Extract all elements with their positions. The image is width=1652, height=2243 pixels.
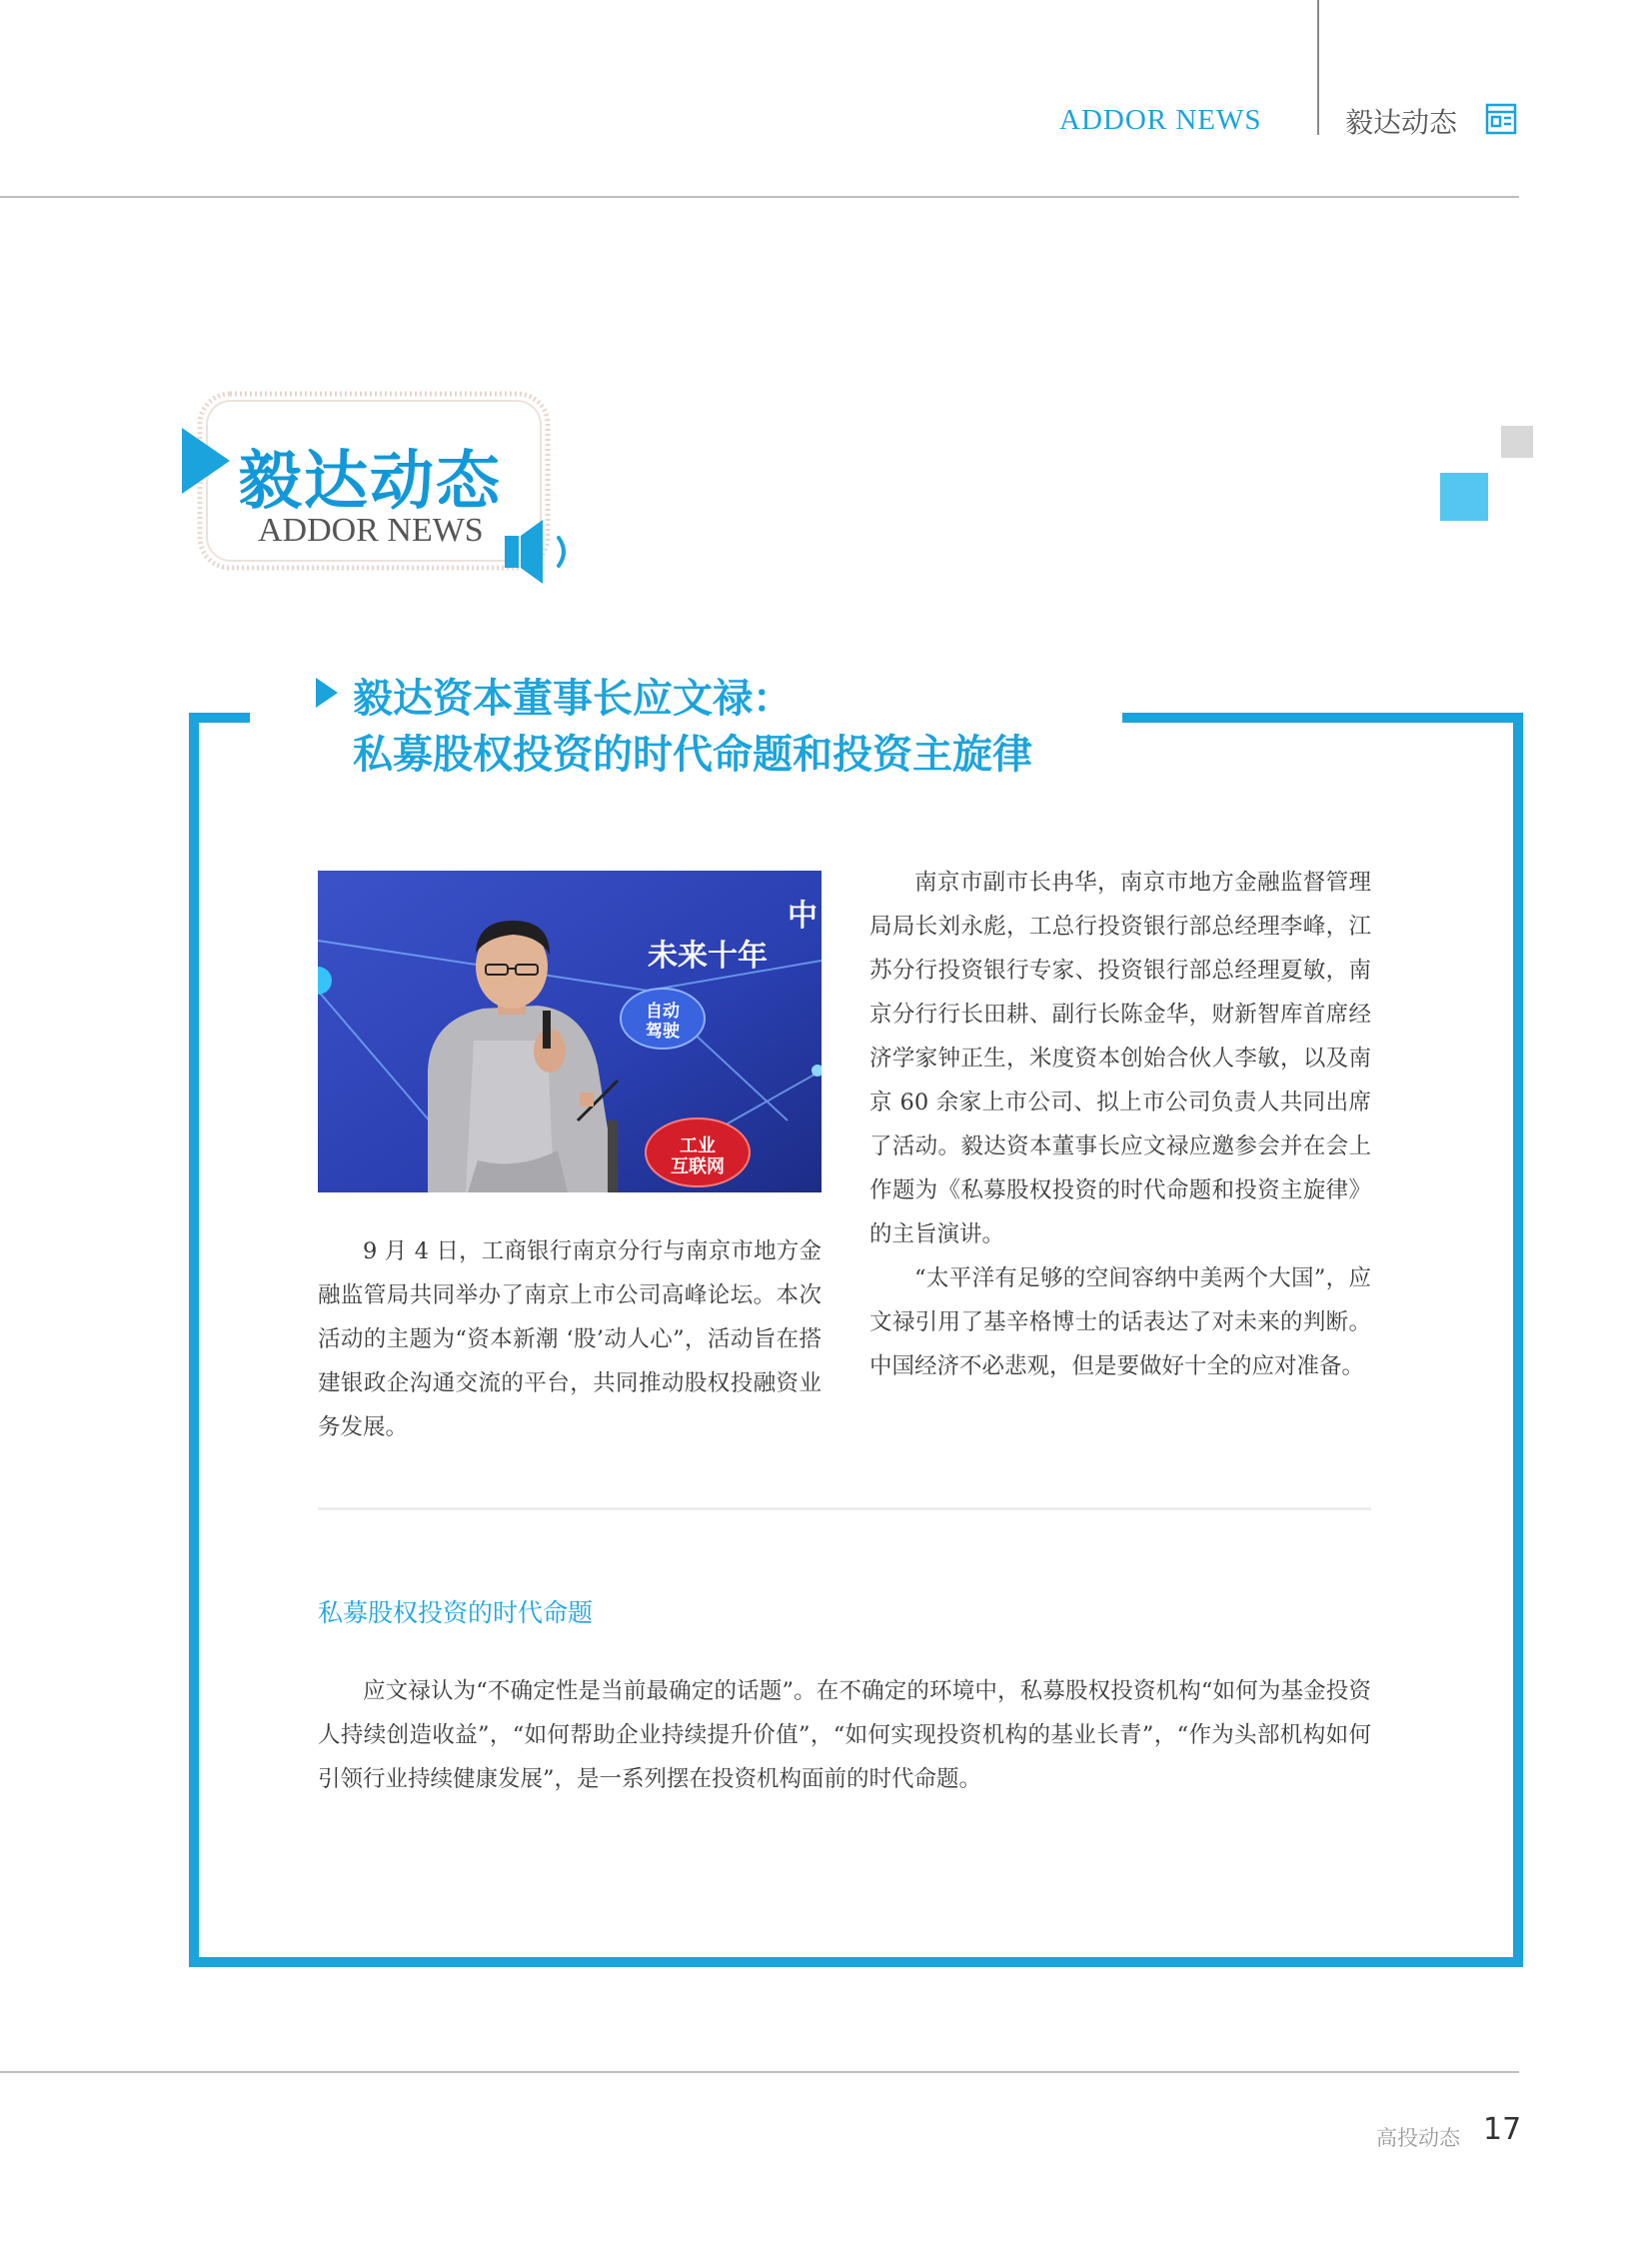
section-subtitle: ADDOR NEWS [258,512,484,549]
section-title: 毅达动态 [238,445,502,519]
page-number: 17 [1483,2112,1522,2147]
speaker-photo [318,871,822,1192]
photo-screen-text-1: 中 [788,899,818,934]
header-en-label: ADDOR NEWS [1059,104,1262,136]
decor-square-blue [1440,473,1488,521]
footer-label: 高投动态 [1376,2126,1460,2150]
bottom-paragraph-1: 应文禄认为“不确定性是当前最确定的话题”。在不确定的环境中，私募股权投资机构“如何为基金投资人持续创造收益”，“如何帮助企业持续提升价值”，“如何实现投资机构的基业长青”，“作为头部机构如何引领行业持续健康发展”，是一系列摆在投资机构面前的时代命题。 [318,1678,1371,1792]
subheading: 私募股权投资的时代命题 [318,1598,594,1627]
badge-arrow-icon [182,428,230,494]
article-title-line1: 毅达资本董事长应文禄： [353,676,793,722]
header-divider [1317,0,1319,135]
photo-bubble-2-line2: 互联网 [671,1156,725,1177]
decor-square-grey [1501,426,1533,458]
speaker-icon [503,518,585,586]
title-arrow-icon [316,678,338,708]
footer-rule [0,2071,1519,2073]
section-divider [318,1507,1371,1510]
right-column [869,861,1371,1388]
photo-bubble-2-line1: 工业 [680,1135,716,1156]
photo-bubble-1-line2: 驾驶 [646,1022,680,1042]
photo-screen-text-2: 未来十年 [648,939,768,974]
photo-bubble-1-line1: 自动 [646,1002,680,1022]
right-paragraph-2: “太平洋有足够的空间容纳中美两个大国”，应文禄引用了基辛格博士的话表达了对未来的判断。中国经济不必悲观，但是要做好十全的应对准备。 [869,1265,1371,1379]
header-rule [0,196,1519,198]
left-paragraph-1: 9 月 4 日，工商银行南京分行与南京市地方金融监管局共同举办了南京上市公司高峰论坛。本次活动的主题为“资本新潮 ‘股’动人心”，活动旨在搭建银政企沟通交流的平台，共同推动股权投融资业务发展。 [318,1238,822,1440]
header-cn-label: 毅达动态 [1345,106,1458,139]
newspaper-icon [1485,103,1517,135]
right-paragraph-1: 南京市副市长冉华，南京市地方金融监督管理局局长刘永彪，工总行投资银行部总经理李峰，江苏分行投资银行专家、投资银行部总经理夏敏，南京分行行长田耕、副行长陈金华，财新智库首席经济学家钟正生，米度资本创始合伙人李敏，以及南京 60 余家上市公司、拟上市公司负责人共同出席了活动。毅达资本董事长应文禄应邀参会并在会上作题为《私募股权投资的时代命题和投资主旋律》的主旨演讲。 [869,870,1371,1247]
bottom-body [318,1669,1371,1801]
article-title-line2: 私募股权投资的时代命题和投资主旋律 [353,732,1032,778]
left-column [318,1229,822,1449]
